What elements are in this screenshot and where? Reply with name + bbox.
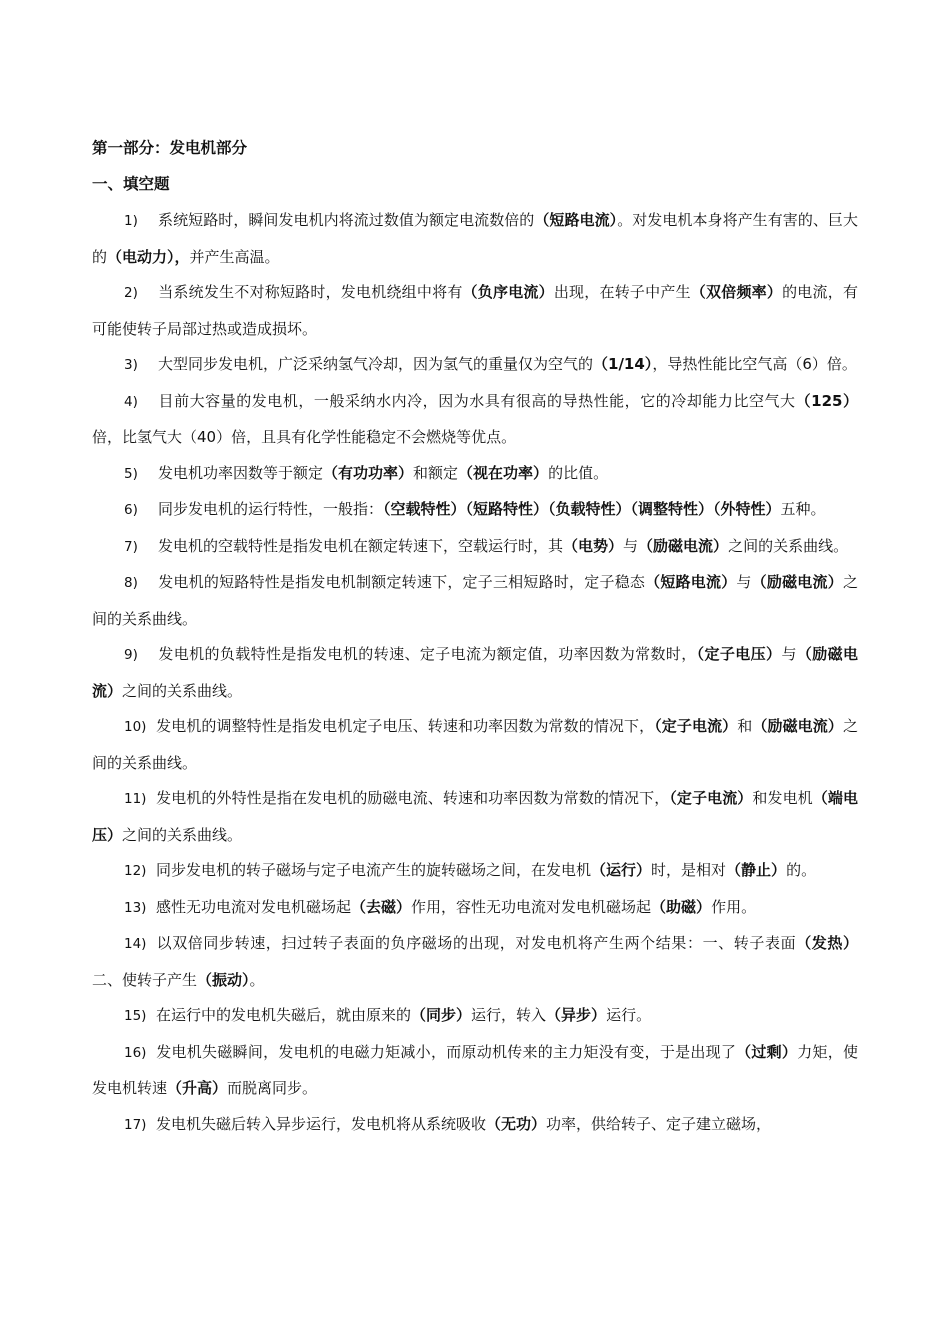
answer-text: （定子电流） (654, 717, 738, 735)
answer-text: （125） (795, 391, 858, 410)
answer-text: （同步） (411, 1006, 472, 1024)
question-text: 同步发电机的转子磁场与定子电流产生的旋转磁场之间，在发电机 (156, 861, 592, 879)
question-item (92, 492, 858, 529)
question-text: 与 (623, 536, 639, 555)
question-text: 倍，比氢气大（40）倍，且具有化学性能稳定不会燃烧等优点。 (92, 428, 517, 446)
answer-text: （升高） (167, 1079, 228, 1097)
question-number: 15) (124, 1008, 147, 1024)
question-text: 目前大容量的发电机，一般采纳水内冷，因为水具有很高的导热性能，它的冷却能力比空气大 (158, 391, 796, 410)
question-text: 的比值。 (548, 463, 609, 482)
question-text: 出现，在转子中产生 (553, 283, 691, 301)
question-item (92, 709, 858, 781)
question-item (92, 890, 858, 927)
question-text: 作用。 (711, 897, 757, 916)
answer-text: （1/14） (593, 355, 653, 373)
question-text: 大型同步发电机，广泛采纳氢气冷却，因为氢气的重量仅为空气的 (158, 355, 594, 373)
question-text: 的。 (786, 861, 817, 879)
question-number: 12) (124, 863, 147, 879)
question-text: 和额定 (413, 463, 459, 482)
question-text: 发电机的负载特性是指发电机的转速、定子电流为额定值，功率因数为常数时， (158, 645, 697, 663)
question-item (92, 926, 858, 998)
answer-text: （定子电流） (669, 789, 753, 807)
answer-text: （振动） (197, 970, 250, 989)
question-text: 力矩，使发电机转速 (92, 1042, 858, 1097)
question-text: 在运行中的发电机失磁后，就由原来的 (156, 1006, 412, 1024)
answer-text: （空载特性）（短路特性）（负载特性）（调整特性）（外特性） (383, 500, 781, 518)
question-number: 14) (124, 936, 147, 952)
question-text: 发电机的外特性是指在发电机的励磁电流、转速和功率因数为常数的情况下， (156, 789, 670, 807)
question-text: 发电机失磁后转入异步运行，发电机将从系统吸收 (156, 1114, 487, 1133)
question-text: 并产生高温。 (189, 247, 280, 266)
question-item (92, 1107, 858, 1144)
question-text: 同步发电机的运行特性，一般指： (158, 500, 384, 518)
question-item (92, 637, 858, 709)
question-item (92, 275, 858, 347)
question-text: 。对发电机本身将产生有害的、巨大的 (92, 211, 858, 266)
question-text: 之间的关系曲线。 (92, 717, 858, 772)
answer-text: （定子电压） (696, 645, 782, 663)
question-text: 发电机的短路特性是指发电机制额定转速下，定子三相短路时，定子稳态 (158, 573, 646, 591)
answer-text: （运行） (591, 861, 652, 879)
question-list (92, 203, 858, 1143)
answer-text: （端电压） (92, 789, 858, 844)
question-text: 。 (249, 970, 265, 989)
question-number: 11) (124, 791, 147, 807)
answer-text: （电动力）， (107, 247, 190, 266)
question-number: 2) (124, 285, 138, 301)
question-text: 感性无功电流对发电机磁场起 (156, 897, 352, 916)
question-item (92, 998, 858, 1035)
answer-text: （励磁电流） (751, 573, 843, 591)
question-text: 以双倍同步转速，扫过转子表面的负序磁场的出现，对发电机将产生两个结果：一、转子表面 (156, 934, 797, 952)
question-number: 8) (124, 575, 138, 591)
question-number: 7) (124, 538, 138, 555)
question-number: 9) (124, 647, 138, 663)
question-number: 4) (124, 393, 138, 410)
question-text: 运行，转入 (471, 1006, 547, 1024)
question-text: 之间的关系曲线。 (728, 536, 849, 555)
question-item (92, 565, 858, 637)
question-number: 10) (124, 719, 147, 735)
question-text: 当系统发生不对称短路时，发电机绕组中将有 (158, 283, 463, 301)
question-text: 发电机的空载特性是指发电机在额定转速下，空载运行时，其 (158, 536, 564, 555)
question-text: 五种。 (780, 500, 826, 518)
part-title: 第一部分：发电机部分 (92, 139, 248, 157)
answer-text: （短路电流） (645, 573, 737, 591)
answer-text: （无功） (486, 1114, 547, 1133)
question-text: 系统短路时，瞬间发电机内将流过数值为额定电流数倍的 (158, 211, 535, 229)
question-text: 作用，容性无功电流对发电机磁场起 (411, 897, 652, 916)
question-text: 而脱离同步。 (227, 1079, 318, 1097)
question-text: 与 (736, 573, 752, 591)
question-text: 之间的关系曲线。 (122, 825, 243, 844)
answer-text: （电势） (563, 536, 624, 555)
question-number: 1) (124, 213, 138, 229)
question-item (92, 384, 858, 456)
question-text: ，导热性能比空气高（6）倍。 (652, 355, 857, 373)
answer-text: （短路电流） (534, 211, 618, 229)
question-text: 二、使转子产生 (92, 970, 198, 989)
question-number: 16) (124, 1044, 147, 1061)
question-text: 之间的关系曲线。 (92, 573, 858, 628)
answer-text: （有功功率） (323, 463, 414, 482)
question-text: 时，是相对 (651, 861, 727, 879)
question-text: 发电机的调整特性是指发电机定子电压、转速和功率因数为常数的情况下， (156, 717, 655, 735)
answer-text: （双倍频率） (690, 283, 783, 301)
question-number: 3) (124, 357, 138, 373)
question-number: 5) (124, 465, 138, 482)
question-item (92, 347, 858, 384)
question-item (92, 529, 858, 566)
question-number: 6) (124, 502, 138, 518)
answer-text: （视在功率） (458, 463, 549, 482)
question-text: 和发电机 (752, 789, 813, 807)
question-item (92, 1035, 858, 1107)
answer-text: （励磁电流） (638, 536, 729, 555)
answer-text: （去磁） (351, 897, 412, 916)
question-number: 17) (124, 1116, 147, 1133)
answer-text: （励磁电流） (92, 645, 858, 700)
section-title: 一、填空题 (92, 175, 170, 193)
question-text: 功率，供给转子、定子建立磁场， (546, 1114, 772, 1133)
question-text: 发电机失磁瞬间，发电机的电磁力矩减小，而原动机传来的主力矩没有变，于是出现了 (156, 1042, 737, 1061)
answer-text: （过剩） (736, 1042, 798, 1061)
question-item (92, 203, 858, 275)
question-text: 运行。 (606, 1006, 652, 1024)
question-text: 的电流，有可能使转子局部过热或造成损坏。 (92, 283, 858, 338)
question-item (92, 781, 858, 853)
question-item (92, 456, 858, 493)
question-text: 发电机功率因数等于额定 (158, 463, 324, 482)
answer-text: （异步） (546, 1006, 607, 1024)
question-text: 和 (737, 717, 753, 735)
answer-text: （发热） (796, 934, 858, 952)
answer-text: （励磁电流） (752, 717, 843, 735)
question-text: 与 (781, 645, 797, 663)
answer-text: （负序电流） (462, 283, 554, 301)
answer-text: （助磁） (651, 897, 712, 916)
question-text: 之间的关系曲线。 (122, 681, 243, 700)
question-item (92, 853, 858, 890)
question-number: 13) (124, 899, 147, 916)
answer-text: （静止） (726, 861, 787, 879)
